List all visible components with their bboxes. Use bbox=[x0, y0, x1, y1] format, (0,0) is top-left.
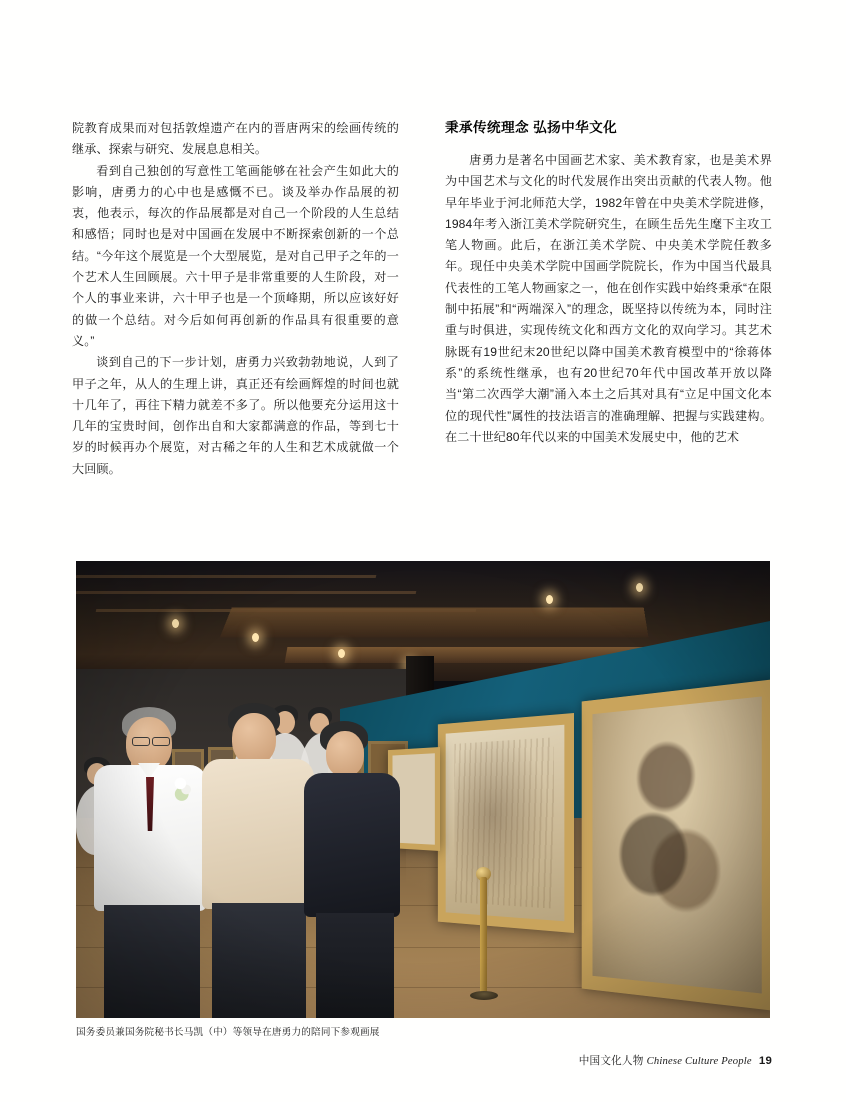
right-column bbox=[445, 118, 772, 480]
figure bbox=[76, 561, 770, 1040]
glasses-icon bbox=[132, 737, 150, 746]
artwork-canvas bbox=[446, 725, 565, 922]
paragraph: 院教育成果而对包括敦煌遗产在内的晋唐两宋的绘画传统的继承、探索与研究、发展息息相关。 bbox=[72, 121, 399, 157]
publication-name-cn: 中国文化人物 bbox=[578, 1055, 644, 1067]
shirt bbox=[202, 759, 314, 909]
stanchion-post bbox=[480, 877, 487, 997]
trousers bbox=[104, 905, 200, 1018]
corsage bbox=[170, 773, 196, 803]
article-body bbox=[72, 118, 772, 480]
publication-name-en: Chinese Culture People bbox=[646, 1056, 752, 1067]
photo-scene bbox=[76, 561, 770, 1018]
paragraph: 看到自己独创的写意性工笔画能够在社会产生如此大的影响，唐勇力的心中也是感慨不已。谈及举办作品展的初衷，他表示，每次的作品展都是对自己一个阶段的人生总结和感悟；同时也是对中国画在发展中不断探索创新的一个总结。“今年这个展览是一个大型展览，是对自己甲子之年的一个艺术人生回顾展。六十甲子是非常重要的人生阶段，对一个人的事业来讲，六十甲子也是一个顶峰期，所以应该好好的做一个总结。对今后如何再创新的作品具有很重要的意义。” bbox=[72, 163, 399, 348]
exhibition-photo bbox=[76, 561, 770, 1018]
spotlight-icon bbox=[338, 649, 345, 658]
face bbox=[232, 713, 276, 765]
artwork-frame-medium bbox=[438, 713, 574, 933]
stanchion-base bbox=[470, 991, 498, 1000]
artwork-canvas bbox=[593, 696, 762, 993]
spotlight-icon bbox=[252, 633, 259, 642]
paragraph: 唐勇力是著名中国画艺术家、美术教育家，也是美术界为中国艺术与文化的时代发展作出突出贡献的代表人物。他早年毕业于河北师范大学，1982年曾在中央美术学院进修，1984年考入浙江美术学院研究生，在顾生岳先生麾下主攻工笔人物画。此后，在浙江美术学院、中央美术学院任教多年。现任中央美术学院中国画学院院长，作为中国当代最具代表性的工笔人物画家之一，他在创作实践中始终秉承“在限制中拓展”和“两端深入”的理念，既坚持以传统为本，同时注重与时俱进，实现传统文化和西方文化的双向学习。其艺术脉既有19世纪末20世纪以降中国美术教育模型中的“徐蒋体系”的系统性继承，也有20世纪70年代中国改革开放以降当“第二次西学大潮”涌入本土之后其对具有“立足中国文化本位的现代性”属性的技法语言的准确理解、把握与实践建构。在二十世纪80年代以来的中国美术发展史中，他的艺术 bbox=[445, 153, 772, 444]
collar bbox=[138, 763, 160, 779]
artwork-frame-large bbox=[582, 679, 770, 1011]
page-number: 19 bbox=[758, 1055, 772, 1067]
ceiling-slat bbox=[76, 575, 376, 578]
paragraph: 谈到自己的下一步计划，唐勇力兴致勃勃地说，人到了甲子之年，从人的生理上讲，真正还有绘画辉煌的时间也就十几年了，再往下精力就差不多了。所以他要充分运用这十几年的宝贵时间，创作出自和大家都满意的作品，等到七十岁的时候再办个展览，对古稀之年的人生和艺术成就做一个大回顾。 bbox=[72, 355, 399, 476]
glasses-icon bbox=[152, 737, 170, 746]
ceiling-beam bbox=[220, 607, 649, 637]
jacket bbox=[304, 773, 400, 917]
section-heading: 秉承传统理念 弘扬中华文化 bbox=[445, 120, 618, 135]
figure-caption: 国务委员兼国务院秘书长马凯（中）等领导在唐勇力的陪同下参观画展 bbox=[76, 1027, 380, 1038]
face bbox=[326, 731, 364, 777]
trousers bbox=[316, 913, 394, 1018]
left-column bbox=[72, 118, 399, 480]
spotlight-icon bbox=[546, 595, 553, 604]
trousers bbox=[212, 903, 306, 1018]
page-footer bbox=[579, 1053, 772, 1068]
ceiling-slat bbox=[76, 591, 416, 594]
spotlight-icon bbox=[636, 583, 643, 592]
spotlight-icon bbox=[172, 619, 179, 628]
